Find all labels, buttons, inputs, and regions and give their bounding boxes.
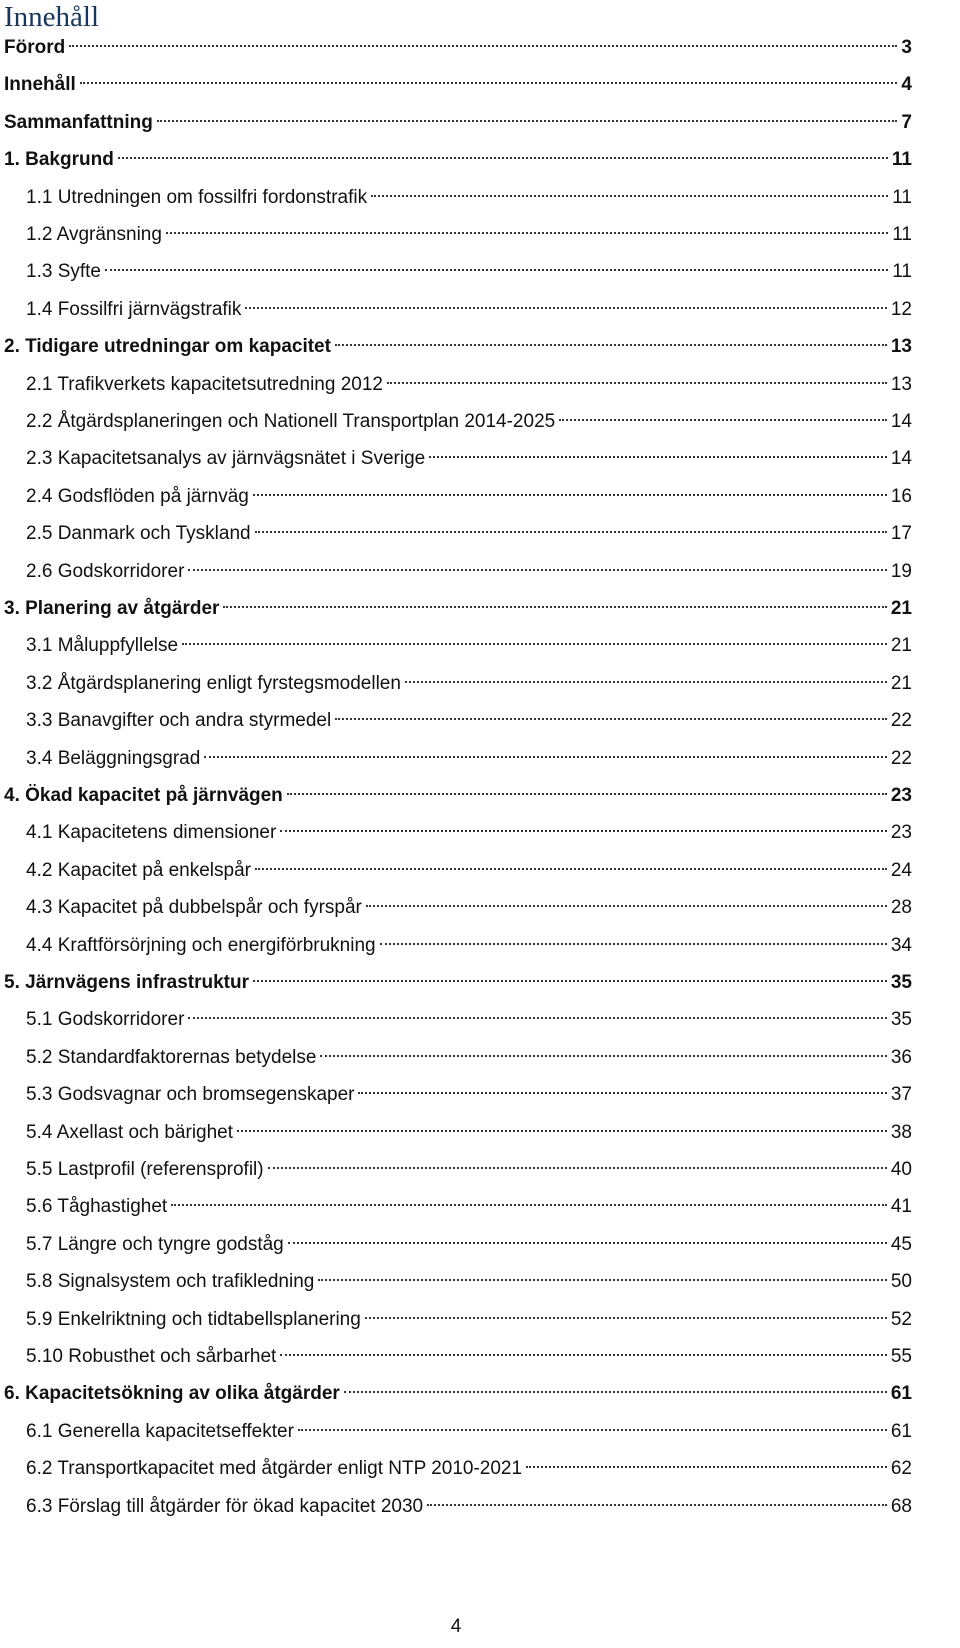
toc-entry[interactable] <box>4 1376 912 1412</box>
toc-entry-page: 11 <box>892 186 912 208</box>
toc-entry[interactable] <box>26 367 912 403</box>
toc-entry-page: 19 <box>890 560 912 582</box>
dot-leader <box>182 643 887 645</box>
toc-entry-page: 17 <box>890 523 912 545</box>
toc-entry-page: 36 <box>890 1046 912 1068</box>
toc-entry-page: 52 <box>890 1308 912 1330</box>
toc-entry[interactable] <box>26 217 912 253</box>
toc-entry-page: 11 <box>891 149 912 171</box>
toc-entry[interactable] <box>26 1451 912 1487</box>
toc-entry-label: 1. Bakgrund <box>4 149 114 171</box>
toc-entry[interactable] <box>26 1264 912 1300</box>
toc-entry-label: 3.1 Måluppfyllelse <box>26 635 179 657</box>
dot-leader <box>69 45 897 47</box>
toc-entry-page: 3 <box>901 37 912 58</box>
toc-entry-page: 13 <box>890 373 912 395</box>
toc-entry-label: 2.3 Kapacitetsanalys av järnvägsnätet i Sverige <box>26 448 426 470</box>
dot-leader <box>80 82 898 84</box>
toc-entry-label: 2.4 Godsflöden på järnväg <box>26 485 249 507</box>
page-number: 4 <box>450 1616 462 1637</box>
toc-entry-label: 1.4 Fossilfri järnvägstrafik <box>26 298 242 320</box>
dot-leader <box>298 1429 887 1431</box>
dot-leader <box>245 307 886 309</box>
toc-entry-page: 50 <box>890 1271 912 1293</box>
toc-entry-page: 35 <box>890 1009 912 1031</box>
toc-entry-label: 6.2 Transportkapacitet med åtgärder enligt NTP 2010-2021 <box>26 1458 523 1480</box>
toc-entry-label: 3.4 Beläggningsgrad <box>26 747 201 769</box>
toc-entry-page: 21 <box>890 672 912 694</box>
toc-entry[interactable] <box>4 329 912 365</box>
toc-entry[interactable] <box>4 67 912 103</box>
toc-entry-page: 28 <box>890 897 912 919</box>
toc-entry-page: 24 <box>890 859 912 881</box>
toc-entry-label: 6.3 Förslag till åtgärder för ökad kapacitet 2030 <box>26 1495 424 1517</box>
toc-entry-page: 68 <box>890 1495 912 1517</box>
toc-entry-page: 35 <box>890 972 912 993</box>
toc-entry-label: 4.3 Kapacitet på dubbelspår och fyrspår <box>26 897 362 919</box>
toc-entry-label: Förord <box>4 37 66 58</box>
toc-entry-label: 4. Ökad kapacitet på järnvägen <box>4 785 283 806</box>
dot-leader <box>268 1167 887 1169</box>
toc-entry-label: 5.4 Axellast och bärighet <box>26 1121 234 1143</box>
dot-leader <box>223 606 886 608</box>
dot-leader <box>188 1017 886 1019</box>
toc-entry-label: 1.3 Syfte <box>26 261 101 283</box>
toc-entry-label: 5.5 Lastprofil (referensprofil) <box>26 1159 264 1180</box>
dot-leader <box>365 1317 887 1319</box>
dot-leader <box>188 569 886 571</box>
toc-entry-label: 2.6 Godskorridorer <box>26 560 185 582</box>
dot-leader <box>280 830 887 832</box>
toc-entry-page: 62 <box>890 1458 912 1480</box>
dot-leader <box>237 1130 887 1132</box>
toc-entry[interactable] <box>26 1002 912 1038</box>
dot-leader <box>344 1391 887 1393</box>
toc-entry[interactable] <box>26 254 912 290</box>
toc-entry[interactable] <box>26 1077 912 1113</box>
toc-entry[interactable] <box>26 554 912 590</box>
toc-entry-page: 14 <box>890 448 912 470</box>
toc-entry[interactable] <box>26 928 912 964</box>
toc-entry[interactable] <box>26 741 912 777</box>
dot-leader <box>157 120 898 122</box>
toc-entry[interactable] <box>26 404 912 440</box>
dot-leader <box>371 195 888 197</box>
toc-entry-label: 5.9 Enkelriktning och tidtabellsplanering <box>26 1308 361 1330</box>
toc-entry-label: 5.3 Godsvagnar och bromsegenskaper <box>26 1084 355 1106</box>
toc-entry-label: 5.2 Standardfaktorernas betydelse <box>26 1046 317 1068</box>
dot-leader <box>204 756 887 758</box>
toc-entry[interactable] <box>4 105 912 141</box>
dot-leader <box>335 718 887 720</box>
toc-entry[interactable] <box>26 1115 912 1151</box>
toc-entry-page: 21 <box>890 598 912 619</box>
toc-entry-label: 3. Planering av åtgärder <box>4 598 220 619</box>
toc-entry[interactable] <box>26 628 912 664</box>
toc-entry-page: 38 <box>890 1121 912 1143</box>
dot-leader <box>118 157 888 159</box>
toc-entry-page: 22 <box>890 710 912 732</box>
toc-entry-label: 4.4 Kraftförsörjning och energiförbrukning <box>26 934 376 956</box>
toc-entry-page: 61 <box>890 1383 912 1405</box>
toc-entry[interactable] <box>26 180 912 216</box>
toc-entry-page: 23 <box>890 785 912 806</box>
dot-leader <box>105 269 888 271</box>
dot-leader <box>318 1279 887 1281</box>
dot-leader <box>335 344 887 346</box>
toc-entry[interactable] <box>26 666 912 702</box>
toc-entry[interactable] <box>4 778 912 814</box>
toc-entry-page: 34 <box>890 934 912 956</box>
dot-leader <box>427 1504 887 1506</box>
dot-leader <box>255 868 887 870</box>
toc-entry[interactable] <box>26 703 912 739</box>
toc-entry[interactable] <box>26 853 912 889</box>
dot-leader <box>366 905 887 907</box>
toc-entry-page: 16 <box>890 485 912 507</box>
toc-entry-page: 7 <box>901 111 912 133</box>
toc-entry[interactable] <box>26 516 912 552</box>
toc-entry-page: 4 <box>901 74 912 96</box>
dot-leader <box>320 1055 886 1057</box>
toc-entry-label: 6.1 Generella kapacitetseffekter <box>26 1420 294 1442</box>
toc-entry-label: 1.1 Utredningen om fossilfri fordonstrafik <box>26 186 368 208</box>
dot-leader <box>526 1466 887 1468</box>
toc-entry-page: 55 <box>890 1346 912 1367</box>
dot-leader <box>380 943 887 945</box>
toc-entry[interactable] <box>26 1339 912 1375</box>
toc-entry[interactable] <box>26 1189 912 1225</box>
toc-entry-label: 5.10 Robusthet och sårbarhet <box>26 1346 277 1367</box>
toc-entry[interactable] <box>26 1227 912 1263</box>
toc-entry-label: 5.7 Längre och tyngre godståg <box>26 1233 284 1255</box>
dot-leader <box>387 382 887 384</box>
dot-leader <box>166 232 888 234</box>
toc-entry-label: 3.3 Banavgifter och andra styrmedel <box>26 710 332 732</box>
toc-entry-page: 13 <box>890 336 912 358</box>
toc-entry-label: Sammanfattning <box>4 111 153 133</box>
toc-entry-page: 11 <box>892 224 912 245</box>
toc-entry-label: Innehåll <box>4 74 76 96</box>
toc-entry-page: 61 <box>890 1420 912 1442</box>
dot-leader <box>429 456 887 458</box>
toc-entry-page: 11 <box>892 261 912 283</box>
toc-entry-page: 45 <box>890 1233 912 1255</box>
toc-entry-label: 5.6 Tåghastighet <box>26 1196 168 1218</box>
toc-entry-page: 40 <box>890 1159 912 1180</box>
toc-entry[interactable] <box>4 142 912 178</box>
toc-entry[interactable] <box>26 441 912 477</box>
toc-entry[interactable] <box>26 1152 912 1188</box>
toc-entry-label: 5.8 Signalsystem och trafikledning <box>26 1271 315 1293</box>
dot-leader <box>559 419 887 421</box>
dot-leader <box>405 681 887 683</box>
toc-entry-label: 4.1 Kapacitetens dimensioner <box>26 822 277 844</box>
toc-entry-label: 6. Kapacitetsökning av olika åtgärder <box>4 1383 340 1405</box>
toc-entry[interactable] <box>4 965 912 1001</box>
toc-entry[interactable] <box>26 292 912 328</box>
toc-entry-label: 5. Järnvägens infrastruktur <box>4 972 249 993</box>
dot-leader <box>358 1092 886 1094</box>
dot-leader <box>253 980 887 982</box>
toc-entry[interactable] <box>4 30 912 66</box>
toc-entry[interactable] <box>26 1489 912 1525</box>
toc-entry-page: 37 <box>890 1084 912 1106</box>
toc-entry[interactable] <box>26 1040 912 1076</box>
toc-entry-label: 2.2 Åtgärdsplaneringen och Nationell Transportplan 2014-2025 <box>26 411 556 432</box>
toc-entry-page: 41 <box>890 1196 912 1218</box>
dot-leader <box>287 793 887 795</box>
dot-leader <box>255 531 887 533</box>
toc-entry-page: 21 <box>890 635 912 657</box>
toc-entry-label: 3.2 Åtgärdsplanering enligt fyrstegsmodellen <box>26 672 401 694</box>
toc-entry[interactable] <box>26 479 912 515</box>
toc-entry-label: 2.5 Danmark och Tyskland <box>26 523 251 545</box>
toc-entry-page: 23 <box>890 822 912 844</box>
toc-entry-label: 2. Tidigare utredningar om kapacitet <box>4 336 331 358</box>
dot-leader <box>280 1354 887 1356</box>
dot-leader <box>171 1204 887 1206</box>
toc-entry-page: 12 <box>890 298 912 320</box>
toc-entry[interactable] <box>26 815 912 851</box>
toc-entry-label: 2.1 Trafikverkets kapacitetsutredning 2012 <box>26 373 383 395</box>
dot-leader <box>288 1242 887 1244</box>
toc-entry[interactable] <box>26 890 912 926</box>
toc-entry-label: 5.1 Godskorridorer <box>26 1009 185 1031</box>
toc-entry-page: 22 <box>890 747 912 769</box>
toc-entry[interactable] <box>26 1414 912 1450</box>
toc-entry[interactable] <box>26 1302 912 1338</box>
toc-entry-label: 4.2 Kapacitet på enkelspår <box>26 859 251 881</box>
dot-leader <box>253 494 887 496</box>
page-title: Innehåll <box>4 1 100 33</box>
toc-entry-page: 14 <box>890 411 912 432</box>
toc-entry-label: 1.2 Avgränsning <box>26 224 162 245</box>
toc-entry[interactable] <box>4 591 912 627</box>
